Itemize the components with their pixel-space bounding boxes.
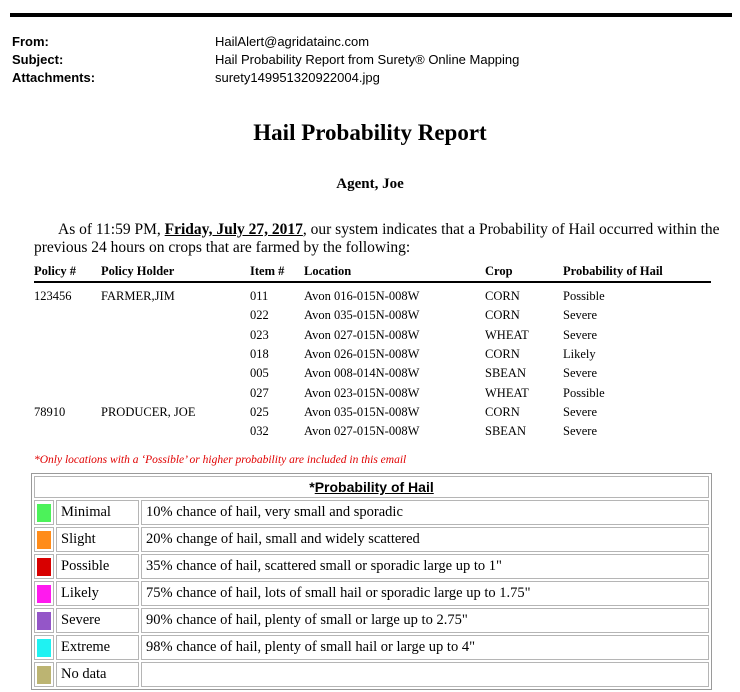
legend-description: 90% chance of hail, plenty of small or large up to 2.75" — [141, 608, 709, 633]
color-swatch — [37, 639, 51, 657]
cell-location: Avon 027-015N-008W — [304, 327, 420, 342]
email-header — [12, 33, 519, 87]
legend-description: 20% change of hail, small and widely scattered — [141, 527, 709, 552]
legend-description: 35% chance of hail, scattered small or sporadic large up to 1" — [141, 554, 709, 579]
legend-header-row — [34, 476, 709, 498]
cell-item-number: 022 — [250, 308, 269, 323]
header-item-number: Item # — [250, 263, 304, 282]
legend-swatch-cell — [34, 581, 54, 606]
probability-legend — [31, 473, 712, 690]
cell-policy-holder — [101, 345, 250, 364]
cell-crop: CORN — [485, 308, 520, 323]
cell-location: Avon 035-015N-008W — [304, 404, 420, 419]
cell-policy-number: 123456 — [34, 289, 72, 304]
legend-swatch-cell — [34, 554, 54, 579]
header-policy-holder: Policy Holder — [101, 263, 250, 282]
subject-row — [12, 51, 519, 69]
color-swatch — [37, 612, 51, 630]
legend-row — [34, 500, 709, 525]
header-crop: Crop — [485, 263, 563, 282]
cell-crop: SBEAN — [485, 366, 526, 381]
table-row — [34, 364, 711, 383]
legend-level: Extreme — [56, 635, 139, 660]
top-rule — [10, 13, 732, 17]
table-row — [34, 422, 711, 441]
legend-row — [34, 608, 709, 633]
cell-crop: CORN — [485, 404, 520, 419]
color-swatch — [37, 504, 51, 522]
policy-table-header — [34, 263, 711, 282]
color-swatch — [37, 585, 51, 603]
legend-description: 75% chance of hail, lots of small hail or sporadic large up to 1.75" — [141, 581, 709, 606]
legend-level: Possible — [56, 554, 139, 579]
cell-policy-number — [34, 306, 101, 325]
legend-description: 10% chance of hail, very small and sporadic — [141, 500, 709, 525]
cell-crop: CORN — [485, 347, 520, 362]
table-row — [34, 326, 711, 345]
cell-policy-holder — [101, 383, 250, 402]
cell-crop: SBEAN — [485, 424, 526, 439]
legend-level: Minimal — [56, 500, 139, 525]
cell-policy-holder — [101, 364, 250, 383]
intro-date: Friday, July 27, 2017 — [164, 221, 303, 238]
cell-policy-holder — [101, 326, 250, 345]
cell-location: Avon 027-015N-008W — [304, 424, 420, 439]
legend-description: 98% chance of hail, plenty of small hail or large up to 4" — [141, 635, 709, 660]
cell-policy-number — [34, 326, 101, 345]
legend-title-prefix: * — [309, 479, 315, 495]
cell-probability: Severe — [563, 327, 598, 342]
legend-title — [34, 476, 709, 498]
cell-item-number: 032 — [250, 424, 269, 439]
legend-row — [34, 635, 709, 660]
table-row — [34, 383, 711, 402]
cell-policy-number — [34, 364, 101, 383]
cell-item-number: 025 — [250, 404, 269, 419]
subject-label: Subject: — [12, 52, 64, 67]
intro-paragraph — [34, 221, 724, 257]
cell-item-number: 027 — [250, 385, 269, 400]
cell-item-number: 018 — [250, 347, 269, 362]
from-label: From: — [12, 34, 49, 49]
legend-level: No data — [56, 662, 139, 687]
cell-item-number: 011 — [250, 289, 269, 304]
cell-policy-number — [34, 345, 101, 364]
cell-policy-number — [34, 422, 101, 441]
legend-swatch-cell — [34, 635, 54, 660]
color-swatch — [37, 531, 51, 549]
from-row — [12, 33, 519, 51]
attachments-row — [12, 69, 519, 87]
disclaimer-note: *Only locations with a ‘Possible’ or higher probability are included in this email — [34, 454, 407, 466]
table-row — [34, 282, 711, 306]
subject-value: Hail Probability Report from Surety® Online Mapping — [215, 52, 520, 67]
cell-item-number: 005 — [250, 366, 269, 381]
legend-title-text: Probability of Hail — [314, 479, 434, 495]
color-swatch — [37, 666, 51, 684]
cell-location: Avon 008-014N-008W — [304, 366, 420, 381]
table-row — [34, 306, 711, 325]
cell-policy-holder — [101, 422, 250, 441]
cell-probability: Severe — [563, 366, 598, 381]
attachments-label: Attachments: — [12, 70, 96, 85]
cell-crop: WHEAT — [485, 327, 529, 342]
cell-probability: Possible — [563, 289, 605, 304]
legend-swatch-cell — [34, 608, 54, 633]
intro-suffix: , our system indicates that a Probability of Hail occurred within the previous 24 hours on crops that are farmed by the following: — [34, 221, 720, 256]
cell-probability: Severe — [563, 404, 598, 419]
legend-level: Likely — [56, 581, 139, 606]
legend-row — [34, 581, 709, 606]
legend-row — [34, 527, 709, 552]
legend-level: Severe — [56, 608, 139, 633]
cell-crop: CORN — [485, 289, 520, 304]
cell-probability: Possible — [563, 385, 605, 400]
cell-location: Avon 023-015N-008W — [304, 385, 420, 400]
cell-policy-number — [34, 383, 101, 402]
cell-location: Avon 026-015N-008W — [304, 347, 420, 362]
cell-crop: WHEAT — [485, 385, 529, 400]
table-row — [34, 403, 711, 422]
cell-item-number: 023 — [250, 327, 269, 342]
cell-location: Avon 016-015N-008W — [304, 289, 420, 304]
table-row — [34, 345, 711, 364]
legend-row — [34, 554, 709, 579]
policy-table — [34, 263, 711, 441]
report-title: Hail Probability Report — [253, 120, 487, 145]
legend-row — [34, 662, 709, 687]
cell-probability: Likely — [563, 347, 596, 362]
legend-description — [141, 662, 709, 687]
color-swatch — [37, 558, 51, 576]
header-policy-number: Policy # — [34, 263, 101, 282]
cell-probability: Severe — [563, 308, 598, 323]
from-value[interactable]: HailAlert@agridatainc.com — [215, 34, 370, 49]
legend-swatch-cell — [34, 662, 54, 687]
cell-policy-holder — [101, 306, 250, 325]
cell-probability: Severe — [563, 424, 598, 439]
legend-swatch-cell — [34, 527, 54, 552]
header-location: Location — [304, 263, 485, 282]
intro-prefix: As of 11:59 PM, — [58, 221, 165, 238]
header-probability: Probability of Hail — [563, 263, 711, 282]
legend-swatch-cell — [34, 500, 54, 525]
cell-policy-holder: FARMER,JIM — [101, 289, 175, 304]
agent-name: Agent, Joe — [336, 176, 404, 192]
cell-location: Avon 035-015N-008W — [304, 308, 420, 323]
legend-level: Slight — [56, 527, 139, 552]
cell-policy-number: 78910 — [34, 404, 66, 419]
cell-policy-holder: PRODUCER, JOE — [101, 404, 196, 419]
attachment-link[interactable]: surety149951320922004.jpg — [215, 70, 380, 85]
